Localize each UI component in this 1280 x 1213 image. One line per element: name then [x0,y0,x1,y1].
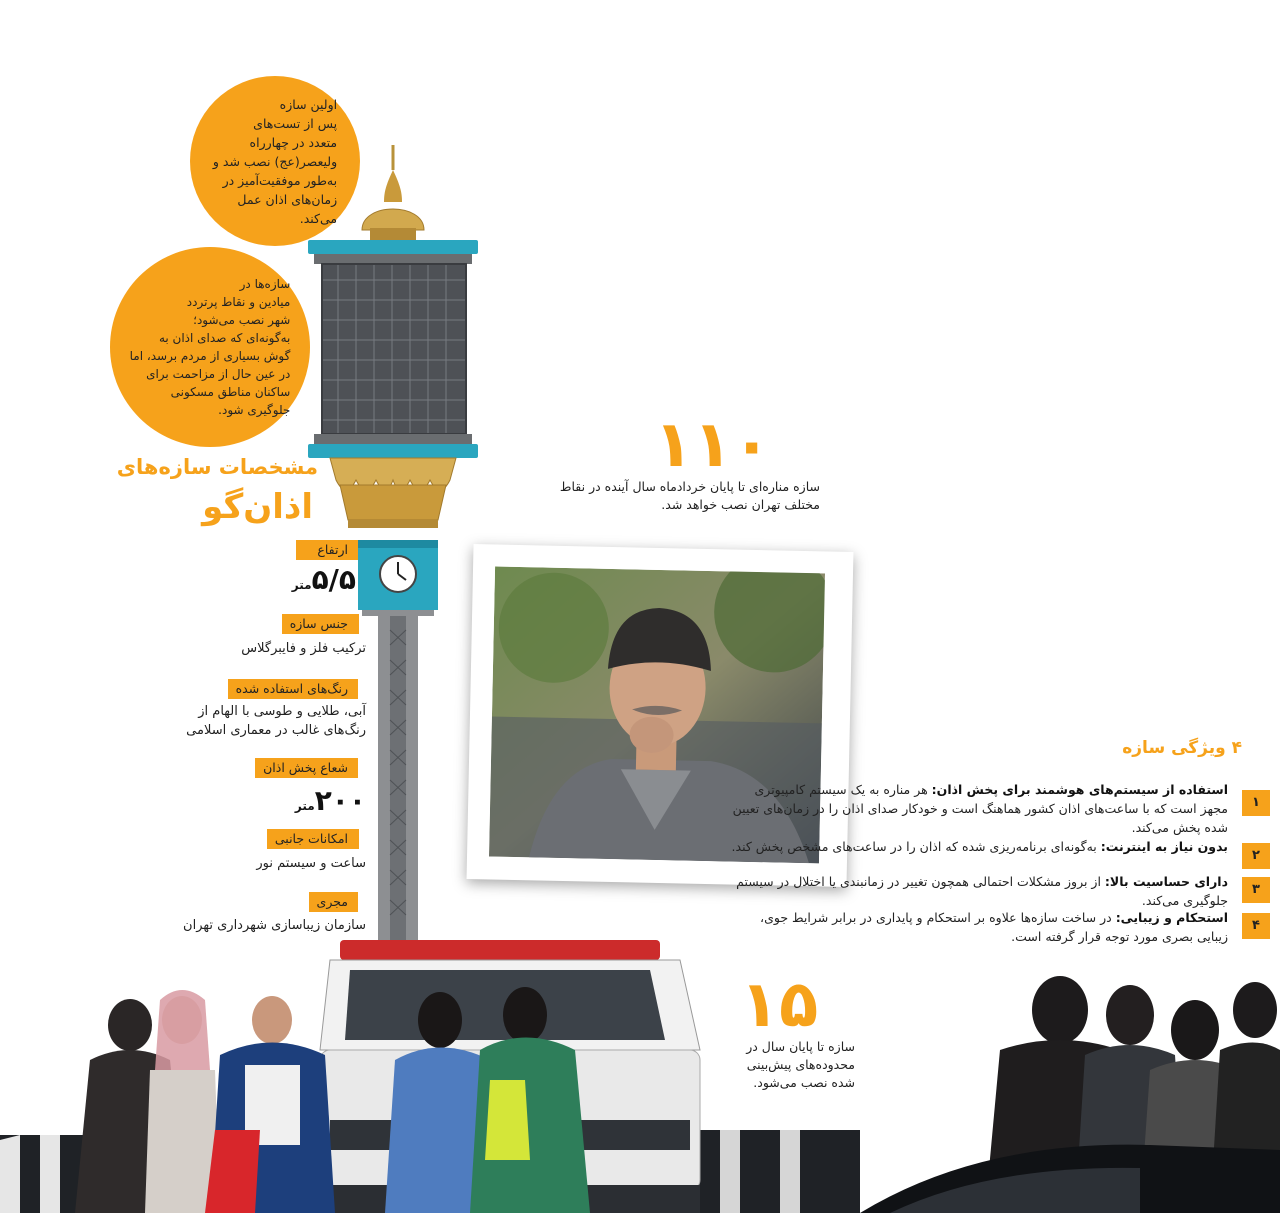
spec-label-material: جنس سازه [282,614,356,634]
radius-number: ۲۰۰ [314,784,366,817]
spec-value-height [292,563,356,596]
stat-110-number: ۱۱۰ [654,408,772,482]
spec-title-azangoo: اذان‌گو [202,487,313,527]
stat-15-number: ۱۵ [740,968,819,1042]
feature-2-text: به‌گونه‌ای برنامه‌ریزی شده که اذان را در ساعت‌های مشخص پخش کند. [731,839,1101,854]
feature-3-title: دارای حساسیت بالا: [1104,874,1228,889]
spec-label-radius: شعاع پخش اذان [255,758,356,778]
spec-value-material: ترکیب فلز و فایبرگلاس [241,641,366,656]
spec-value-radius [295,784,366,817]
feature-4-title: استحکام و زیبایی: [1115,910,1228,925]
spec-title: مشخصات سازه‌های [116,455,318,479]
bubble-first-structure-text: اولین سازه پس از تست‌های متعدد در چهارراه ولیعصر(عج) نصب شد و به‌طور موفقیت‌آمیز در زمان‌های اذان عمل می‌کند. [212,96,338,226]
spec-label-executor: مجری [309,892,356,912]
spec-label-height: ارتفاع [309,540,356,560]
spec-label-extras: امکانات جانبی [267,829,356,849]
radius-unit: متر [294,799,315,813]
feature-2 [728,837,1228,856]
spec-value-colors: آبی، طلایی و طوسی با الهام از رنگ‌های غالب در معماری اسلامی [186,704,366,738]
height-unit: متر [291,578,312,592]
street-scene-photo-right [860,970,1280,1213]
height-number: ۵/۵ [311,563,356,596]
bubble-placement-text: سازه‌ها در میادین و نقاط پرتردد شهر نصب می‌شود؛ به‌گونه‌ای که صدای اذان به گوش بسیاری از مردم برسد، اما در عین حال از مزاحمت برای ساکنان مناطق مسکونی جلوگیری شود. [129,277,291,417]
feature-4-number: ۴ [1242,913,1270,939]
features-title: ۴ ویژگی سازه [1122,738,1242,758]
info-bubble-placement [110,247,310,447]
feature-3 [728,872,1228,910]
spec-label-colors: رنگ‌های استفاده شده [228,679,356,699]
feature-4-text: در ساخت سازه‌ها علاوه بر استحکام و پایداری در برابر شرایط جوی، زیبایی بصری مورد توجه قرار گرفته است. [760,910,1228,944]
feature-3-text: از بروز مشکلات احتمالی همچون تغییر در زمانبندی یا اختلال در سیستم جلوگیری می‌کند. [736,874,1228,908]
feature-2-title: بدون نیاز به اینترنت: [1100,839,1228,854]
feature-1-title: استفاده از سیستم‌های هوشمند برای پخش اذان: [931,782,1228,797]
spec-value-executor: سازمان زیباسازی شهرداری تهران [183,918,366,933]
street-scene-photo-left [0,930,870,1213]
feature-1-text: هر مناره به یک سیستم کامپیوتری مجهز است که با ساعت‌های اذان کشور هماهنگ است و خودکار صدای اذان را در زمان‌های تعیین شده پخش می‌کند. [732,782,1228,835]
feature-1-number: ۱ [1242,790,1270,816]
spec-value-extras: ساعت و سیستم نور [256,856,366,871]
stat-110-text: سازه مناره‌ای تا پایان خردادماه سال آینده در نقاط مختلف تهران نصب خواهد شد. [559,479,820,512]
stat-15-text: سازه تا پایان سال در محدوده‌های پیش‌بینی شده نصب می‌شود. [746,1039,855,1090]
feature-3-number: ۳ [1242,877,1270,903]
feature-2-number: ۲ [1242,843,1270,869]
feature-1 [728,780,1228,837]
